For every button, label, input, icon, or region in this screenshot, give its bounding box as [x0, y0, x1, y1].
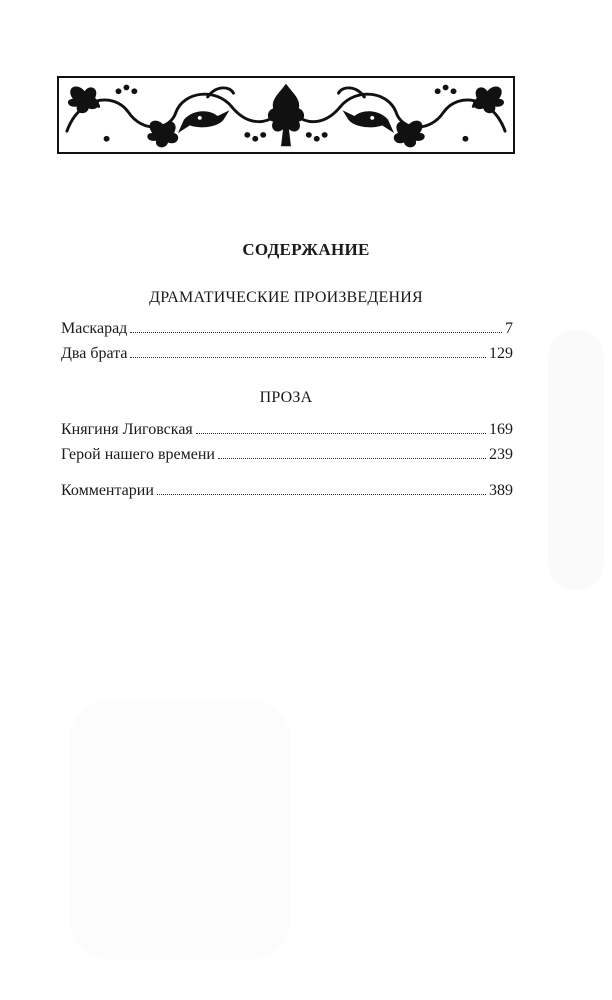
toc-entry-page: 389 [489, 482, 513, 499]
floral-ornament-icon [59, 78, 513, 152]
toc-entry-label: Два брата [61, 345, 128, 362]
toc-entry-kommentarii[interactable] [61, 478, 513, 500]
dot-leader [130, 356, 486, 358]
toc-entry-knyaginya[interactable] [61, 417, 513, 439]
dot-leader [218, 457, 486, 459]
page-smudge [70, 700, 290, 960]
dot-leader [130, 331, 502, 333]
toc-entry-page: 169 [489, 421, 513, 438]
section-heading-drama: ДРАМАТИЧЕСКИЕ ПРОИЗВЕДЕНИЯ [149, 289, 423, 306]
toc-entry-page: 129 [489, 345, 513, 362]
dot-leader [157, 493, 486, 495]
toc-entry-page: 7 [505, 320, 513, 337]
toc-entry-dva-brata[interactable] [61, 341, 513, 363]
toc-entry-maskarad[interactable] [61, 316, 513, 338]
page-smudge [548, 330, 604, 590]
toc-entry-label: Герой нашего времени [61, 446, 215, 463]
ornament-band [57, 76, 515, 154]
toc-entry-label: Княгиня Лиговская [61, 421, 193, 438]
page-title: СОДЕРЖАНИЕ [242, 240, 370, 259]
toc-entry-geroy[interactable] [61, 442, 513, 464]
toc-entry-label: Комментарии [61, 482, 154, 499]
section-heading-proza: ПРОЗА [259, 389, 313, 406]
toc-entry-label: Маскарад [61, 320, 128, 337]
dot-leader [196, 432, 486, 434]
toc-entry-page: 239 [489, 446, 513, 463]
